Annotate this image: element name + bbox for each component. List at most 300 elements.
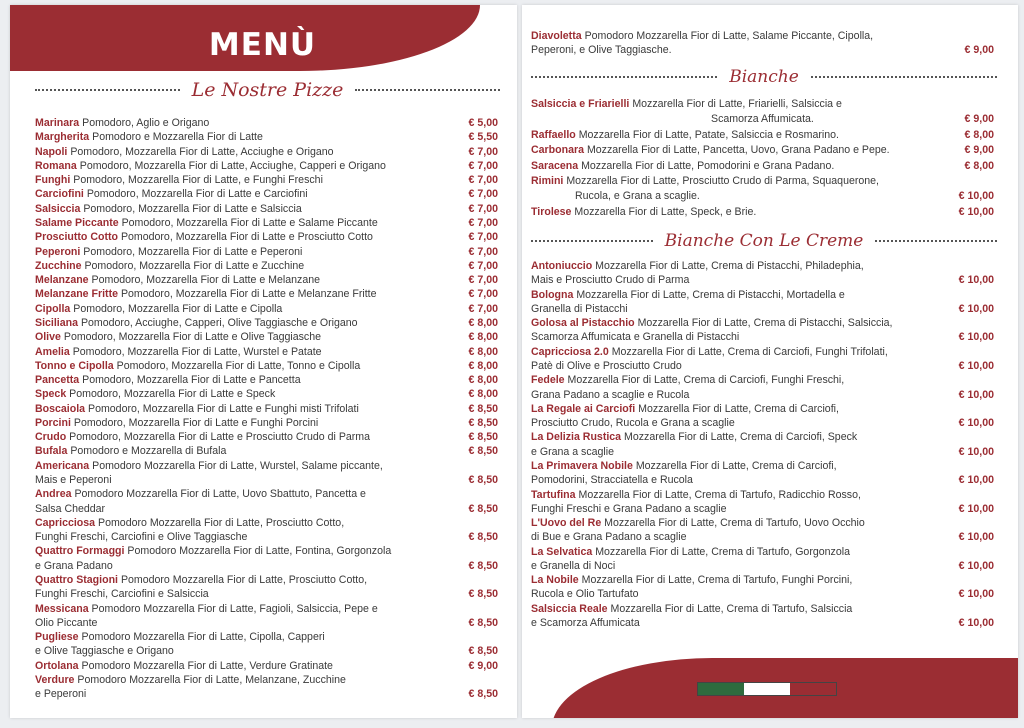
menu-item	[531, 402, 994, 431]
item-price: € 10,00	[958, 205, 994, 218]
item-line	[531, 288, 959, 302]
item-description: Pomodoro, Mozzarella Fior di Latte e Prosciutto Crudo di Parma	[69, 431, 371, 444]
item-price: € 10,00	[958, 617, 994, 630]
item-price: € 8,50	[468, 616, 498, 629]
item-line	[35, 573, 469, 587]
item-name: Cipolla	[35, 302, 71, 315]
item-line	[35, 145, 469, 159]
item-name: Peperoni	[35, 245, 81, 258]
item-description: Granella di Pistacchi	[531, 302, 628, 315]
item-description: Mozzarella Fior di Latte, Crema di Pistacchi, Philadephia,	[595, 260, 864, 272]
menu-item	[35, 544, 498, 573]
item-description: Pomodoro, Mozzarella Fior di Latte e Zucchine	[84, 259, 305, 272]
item-name: La Selvatica	[531, 545, 593, 558]
item-description: Funghi Freschi, Carciofini e Olive Taggiasche	[35, 531, 248, 544]
menu-item	[35, 330, 498, 344]
menu-item	[531, 573, 994, 602]
item-line	[35, 630, 469, 644]
item-name: Tirolese	[531, 205, 572, 218]
item-line	[531, 388, 959, 402]
menu-item	[531, 602, 994, 631]
item-price: € 10,00	[958, 531, 994, 544]
item-line	[35, 287, 469, 301]
item-description: Mozzarella Fior di Latte, Crema di Tartufo, Funghi Porcini,	[581, 574, 853, 587]
menu-item	[35, 573, 498, 602]
item-description: Mozzarella Fior di Latte, Pomodorini e Grana Padano.	[581, 159, 835, 172]
item-name: Pancetta	[35, 374, 80, 387]
item-line	[531, 143, 965, 158]
item-description: Pomodoro, Mozzarella Fior di Latte e Carciofini	[86, 188, 308, 201]
item-line	[35, 587, 469, 601]
item-name: Boscaiola	[35, 402, 86, 415]
item-price: € 10,00	[958, 588, 994, 601]
item-line	[531, 302, 959, 316]
item-name: Ortolana	[35, 659, 79, 672]
item-line	[35, 530, 469, 544]
item-line	[531, 602, 959, 616]
item-price: € 10,00	[958, 302, 994, 315]
item-price: € 8,50	[468, 445, 498, 458]
item-name: Funghi	[35, 174, 71, 187]
menu-item	[35, 516, 498, 545]
item-name: Crudo	[35, 431, 67, 444]
item-description: Mozzarella Fior di Latte, Crema di Carciofi, Funghi Trifolati,	[611, 345, 888, 358]
item-line	[531, 205, 959, 220]
menu-item	[531, 259, 994, 288]
item-description: Pomodoro, Mozzarella Fior di Latte, Tonno e Cipolla	[116, 359, 361, 372]
item-price: € 7,00	[468, 174, 498, 187]
item-price: € 7,00	[468, 216, 498, 229]
item-line	[35, 502, 469, 516]
flag-green-stripe	[698, 683, 744, 695]
item-description: Pomodoro, Mozzarella Fior di Latte e Prosciutto Cotto	[120, 231, 373, 244]
item-description: Pomodoro Mozzarella Fior di Latte, Fontina, Gorgonzola	[127, 545, 392, 558]
item-line	[531, 516, 959, 530]
item-line	[35, 459, 469, 473]
item-line	[531, 189, 959, 204]
item-description: Mozzarella Fior di Latte, Crema di Tartufo, Radicchio Rosso,	[578, 488, 861, 501]
menu-title: MENÙ	[208, 27, 317, 63]
item-description: Mozzarella Fior di Latte, Crema di Carciofi, Funghi Freschi,	[567, 374, 845, 387]
item-name: Salsiccia	[35, 202, 81, 215]
item-description: Pomodoro e Mozzarella di Bufala	[70, 445, 227, 458]
menu-item	[531, 516, 994, 545]
item-price: € 8,50	[468, 559, 498, 572]
menu-item	[35, 373, 498, 387]
item-name: Capricciosa	[35, 516, 96, 529]
item-description: Pomodoro, Mozzarella Fior di Latte e Funghi Porcini	[73, 416, 319, 429]
item-price: € 8,50	[468, 402, 498, 415]
item-description: Grana Padano a scaglie e Rucola	[531, 388, 690, 401]
item-name: Salsiccia Reale	[531, 602, 608, 615]
menu-item	[531, 159, 994, 174]
item-price: € 7,00	[468, 274, 498, 287]
item-description: Funghi Freschi, Carciofini e Salsiccia	[35, 588, 209, 601]
item-line	[35, 345, 469, 359]
item-line	[35, 516, 469, 530]
item-description: Mozzarella Fior di Latte, Crema di Carciofi,	[635, 459, 837, 472]
item-line	[531, 373, 959, 387]
item-price: € 10,00	[958, 190, 994, 203]
item-description: e Scamorza Affumicata	[531, 617, 640, 630]
item-line	[35, 430, 469, 444]
item-description: Pomodoro, Acciughe, Capperi, Olive Taggiasche e Origano	[80, 316, 358, 329]
menu-item	[531, 488, 994, 517]
menu-item	[35, 287, 498, 301]
italian-flag	[697, 682, 837, 696]
item-line	[531, 559, 959, 573]
item-name: La Delizia Rustica	[531, 431, 622, 444]
item-description: Pomodoro, Mozzarella Fior di Latte e Salame Piccante	[121, 216, 378, 229]
item-description: Patè di Olive e Prosciutto Crudo	[531, 359, 682, 372]
item-line	[531, 473, 959, 487]
item-description: Mozzarella Fior di Latte, Crema di Tartufo, Salsiccia	[610, 602, 853, 615]
item-line	[531, 316, 959, 330]
item-line	[531, 416, 959, 430]
item-price: € 8,00	[468, 359, 498, 372]
item-line	[531, 488, 959, 502]
pizze-list-continued	[531, 29, 994, 58]
item-name: Diavoletta	[531, 30, 582, 42]
menu-item	[531, 316, 994, 345]
item-description: Mozzarella Fior di Latte, Crema di Tartufo, Gorgonzola	[595, 545, 850, 558]
item-price: € 8,00	[964, 128, 994, 141]
item-description: Pomodoro e Mozzarella Fior di Latte	[92, 131, 263, 144]
item-price: € 7,00	[468, 188, 498, 201]
item-description: Pomodoro, Mozzarella Fior di Latte e Pancetta	[82, 374, 301, 387]
item-name: Americana	[35, 459, 90, 472]
item-description: Pomodoro, Mozzarella Fior di Latte e Salsiccia	[83, 202, 302, 215]
item-price: € 7,00	[468, 145, 498, 158]
item-line	[531, 402, 959, 416]
item-price: € 7,00	[468, 259, 498, 272]
item-price: € 8,50	[468, 416, 498, 429]
item-name: Olive	[35, 331, 61, 344]
item-name: Romana	[35, 159, 77, 172]
item-line	[35, 130, 469, 144]
item-line	[531, 259, 959, 273]
menu-item	[531, 459, 994, 488]
item-description: Pomodoro Mozzarella Fior di Latte, Wurstel, Salame piccante,	[92, 459, 383, 472]
item-description: Pomodoro, Mozzarella Fior di Latte, Acciughe, Capperi e Origano	[79, 159, 386, 172]
item-line	[35, 473, 469, 487]
item-price: € 9,00	[964, 144, 994, 157]
bianche-list	[531, 97, 994, 220]
item-price: € 8,00	[468, 374, 498, 387]
item-description: Rucola e Olio Tartufato	[531, 588, 639, 601]
item-description: Pomodoro Mozzarella Fior di Latte, Salame Piccante, Cipolla,	[584, 30, 874, 42]
menu-item	[35, 444, 498, 458]
item-price: € 10,00	[958, 417, 994, 430]
creme-list	[531, 259, 994, 630]
item-price: € 7,00	[468, 245, 498, 258]
item-line	[531, 459, 959, 473]
item-price: € 8,00	[468, 345, 498, 358]
item-line	[531, 430, 959, 444]
item-description: Pomodoro Mozzarella Fior di Latte, Melanzane, Zucchine	[77, 673, 346, 686]
item-description: Olio Piccante	[35, 616, 98, 629]
item-line	[531, 345, 959, 359]
menu-item	[35, 602, 498, 631]
item-name: Fedele	[531, 374, 565, 387]
item-description: Peperoni, e Olive Taggiasche.	[531, 44, 672, 57]
item-price: € 5,00	[468, 117, 498, 129]
item-line	[35, 359, 469, 373]
item-name: Napoli	[35, 145, 68, 158]
item-line	[531, 616, 959, 630]
menu-item	[35, 159, 498, 173]
item-name: Prosciutto Cotto	[35, 231, 118, 244]
menu-item	[531, 29, 994, 58]
item-description: Salsa Cheddar	[35, 502, 106, 515]
item-description: Pomodoro, Aglio e Origano	[82, 117, 210, 129]
item-description: e Olive Taggiasche e Origano	[35, 645, 174, 658]
item-description: Scamorza Affumicata.	[711, 113, 814, 126]
item-line	[531, 530, 959, 544]
item-description: e Grana Padano	[35, 559, 113, 572]
item-name: Antoniuccio	[531, 260, 593, 272]
item-line	[35, 173, 469, 187]
item-description: Pomodorini, Stracciatella e Rucola	[531, 474, 693, 487]
section-title: Le Nostre Pizze	[191, 79, 344, 101]
menu-item	[531, 545, 994, 574]
item-line	[531, 359, 959, 373]
item-name: Salame Piccante	[35, 216, 119, 229]
item-description: Mozzarella Fior di Latte, Speck, e Brie.	[574, 205, 757, 218]
menu-item	[35, 316, 498, 330]
item-name: La Primavera Nobile	[531, 459, 633, 472]
item-line	[531, 97, 965, 112]
menu-item	[35, 430, 498, 444]
item-line	[35, 616, 469, 630]
dotted-divider	[355, 89, 500, 91]
item-description: Mais e Peperoni	[35, 474, 112, 487]
item-name: Marinara	[35, 117, 80, 129]
item-price: € 9,00	[964, 113, 994, 126]
item-line	[35, 330, 469, 344]
item-name: Verdure	[35, 673, 75, 686]
item-name: Tonno e Cipolla	[35, 359, 114, 372]
menu-page-right	[522, 5, 1018, 718]
menu-item	[531, 345, 994, 374]
item-price: € 8,50	[468, 688, 498, 701]
item-description: Scamorza Affumicata e Granella di Pistacchi	[531, 331, 740, 344]
item-price: € 8,50	[468, 431, 498, 444]
menu-item	[35, 459, 498, 488]
item-name: Siciliana	[35, 316, 78, 329]
item-line	[35, 659, 469, 673]
menu-item	[35, 116, 498, 130]
item-price: € 10,00	[958, 474, 994, 487]
section-title: Bianche	[729, 67, 799, 87]
item-line	[35, 116, 469, 130]
item-name: Raffaello	[531, 128, 576, 141]
item-line	[35, 602, 469, 616]
item-price: € 7,00	[468, 159, 498, 172]
item-description: Pomodoro, Mozzarella Fior di Latte e Peperoni	[83, 245, 303, 258]
item-description: Mozzarella Fior di Latte, Crema di Tartufo, Uovo Occhio	[604, 517, 865, 530]
item-name: Capricciosa 2.0	[531, 345, 609, 358]
item-price: € 7,00	[468, 202, 498, 215]
item-line	[35, 187, 469, 201]
menu-item	[35, 302, 498, 316]
menu-item	[35, 345, 498, 359]
item-line	[531, 573, 959, 587]
item-price: € 8,50	[468, 502, 498, 515]
item-price: € 7,00	[468, 302, 498, 315]
item-price: € 9,00	[468, 659, 498, 672]
menu-item	[35, 387, 498, 401]
menu-item	[531, 288, 994, 317]
item-price: € 10,00	[958, 388, 994, 401]
item-description: Mozzarella Fior di Latte, Crema di Carciofi, Speck	[624, 431, 858, 444]
item-price: € 8,00	[468, 316, 498, 329]
dotted-divider	[811, 76, 997, 78]
item-price: € 10,00	[958, 274, 994, 287]
menu-item	[35, 659, 498, 673]
item-description: Pomodoro Mozzarella Fior di Latte, Verdure Gratinate	[81, 659, 333, 672]
menu-item	[531, 174, 994, 205]
item-description: Mozzarella Fior di Latte, Crema di Carciofi,	[638, 402, 839, 415]
item-name: Margherita	[35, 131, 90, 144]
item-name: L'Uovo del Re	[531, 517, 602, 530]
menu-item	[35, 273, 498, 287]
menu-item	[35, 230, 498, 244]
item-name: Quattro Stagioni	[35, 574, 118, 586]
item-name: Saracena	[531, 159, 579, 172]
item-description: Pomodoro Mozzarella Fior di Latte, Cipolla, Capperi	[81, 631, 325, 644]
item-line	[531, 112, 965, 127]
item-line	[35, 559, 469, 573]
item-price: € 8,50	[468, 474, 498, 487]
item-price: € 7,00	[468, 288, 498, 301]
item-line	[531, 587, 959, 601]
menu-item	[35, 487, 498, 516]
item-line	[35, 302, 469, 316]
menu-page-left	[10, 5, 517, 718]
section-heading-creme	[531, 231, 997, 251]
item-price: € 5,50	[468, 131, 498, 144]
item-description: Pomodoro, Mozzarella Fior di Latte e Olive Taggiasche	[63, 331, 322, 344]
item-price: € 8,00	[964, 159, 994, 172]
item-line	[35, 259, 469, 273]
menu-item	[531, 128, 994, 143]
section-heading-pizze	[35, 79, 500, 101]
item-description: Funghi Freschi e Grana Padano a scaglie	[531, 502, 727, 515]
menu-item	[531, 97, 994, 128]
menu-item	[35, 130, 498, 144]
item-line	[35, 673, 469, 687]
item-name: Salsiccia e Friarielli	[531, 98, 630, 110]
dotted-divider	[531, 240, 653, 242]
item-name: Speck	[35, 388, 67, 401]
item-line	[35, 487, 469, 501]
item-price: € 10,00	[958, 502, 994, 515]
menu-item	[35, 145, 498, 159]
item-name: Bufala	[35, 445, 68, 458]
item-line	[35, 159, 469, 173]
item-price: € 7,00	[468, 231, 498, 244]
item-name: La Nobile	[531, 574, 579, 587]
item-price: € 8,50	[468, 588, 498, 601]
item-price: € 10,00	[958, 445, 994, 458]
item-line	[531, 502, 959, 516]
section-title: Bianche Con Le Creme	[664, 231, 864, 251]
menu-item	[35, 359, 498, 373]
item-line	[35, 216, 469, 230]
item-line	[35, 402, 469, 416]
item-description: Mozzarella Fior di Latte, Prosciutto Crudo di Parma, Squaquerone,	[566, 175, 879, 188]
item-line	[35, 687, 469, 701]
menu-item	[531, 205, 994, 220]
item-line	[35, 544, 469, 558]
item-price: € 10,00	[958, 559, 994, 572]
item-name: Porcini	[35, 416, 71, 429]
item-name: Melanzane	[35, 274, 89, 287]
item-description: e Grana a scaglie	[531, 445, 615, 458]
item-line	[531, 43, 965, 57]
item-line	[531, 330, 959, 344]
menu-item	[35, 416, 498, 430]
item-line	[531, 445, 959, 459]
item-line	[35, 644, 469, 658]
item-line	[531, 545, 959, 559]
item-name: Golosa al Pistacchio	[531, 317, 635, 330]
dotted-divider	[875, 240, 997, 242]
item-line	[531, 174, 959, 189]
item-description: di Bue e Grana Padano a scaglie	[531, 531, 687, 544]
item-price: € 8,00	[468, 388, 498, 401]
item-name: Pugliese	[35, 631, 79, 644]
item-line	[35, 416, 469, 430]
item-description: Pomodoro, Mozzarella Fior di Latte, e Funghi Freschi	[73, 174, 323, 187]
menu-item	[35, 673, 498, 702]
item-price: € 10,00	[958, 359, 994, 372]
item-name: Amelia	[35, 345, 70, 358]
flag-red-stripe	[790, 683, 836, 695]
item-name: La Regale ai Carciofi	[531, 402, 636, 415]
item-description: Pomodoro, Mozzarella Fior di Latte, Acciughe e Origano	[70, 145, 334, 158]
item-description: Pomodoro Mozzarella Fior di Latte, Prosciutto Cotto,	[98, 516, 345, 529]
dotted-divider	[531, 76, 717, 78]
item-line	[35, 245, 469, 259]
item-description: Prosciutto Crudo, Rucola e Grana a scaglie	[531, 417, 735, 430]
item-name: Tartufina	[531, 488, 576, 501]
item-line	[35, 387, 469, 401]
item-description: Pomodoro, Mozzarella Fior di Latte e Melanzane Fritte	[120, 288, 377, 301]
menu-item	[531, 143, 994, 158]
menu-item	[35, 187, 498, 201]
item-line	[531, 159, 965, 174]
item-description: Pomodoro, Mozzarella Fior di Latte e Melanzane	[91, 274, 321, 287]
item-line	[35, 273, 469, 287]
menu-item	[531, 430, 994, 459]
section-heading-bianche	[531, 67, 997, 87]
item-description: Pomodoro, Mozzarella Fior di Latte e Cipolla	[73, 302, 283, 315]
item-price: € 8,00	[468, 331, 498, 344]
item-name: Bologna	[531, 288, 574, 301]
item-line	[35, 316, 469, 330]
flag-white-stripe	[744, 683, 790, 695]
item-description: Mozzarella Fior di Latte, Friarielli, Salsiccia e	[632, 98, 842, 110]
menu-item	[35, 245, 498, 259]
dotted-divider	[35, 89, 180, 91]
item-description: Pomodoro Mozzarella Fior di Latte, Uovo Sbattuto, Pancetta e	[74, 488, 366, 501]
item-description: Mais e Prosciutto Crudo di Parma	[531, 274, 690, 287]
item-line	[35, 444, 469, 458]
menu-item	[35, 402, 498, 416]
item-name: Andrea	[35, 488, 72, 501]
